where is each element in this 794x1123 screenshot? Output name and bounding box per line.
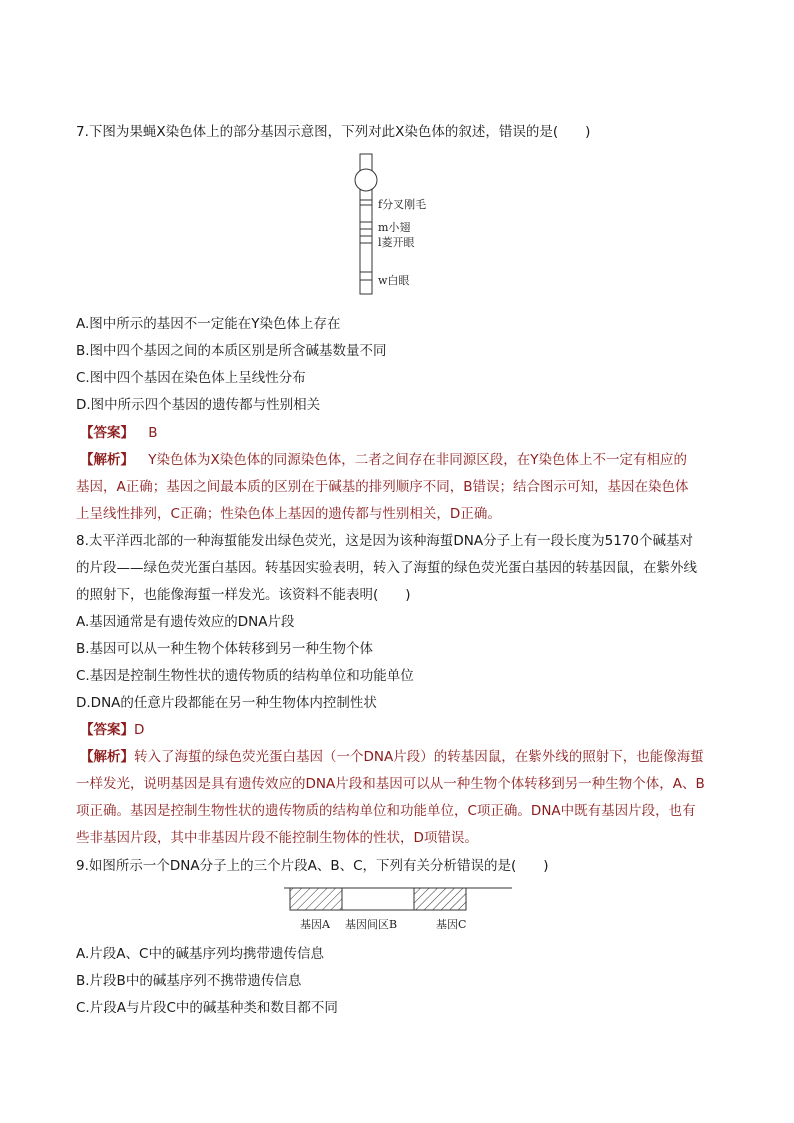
gene-label-f: f分叉刚毛 [378, 198, 427, 211]
question-8-stem-2: 的片段——绿色荧光蛋白基因。转基因实验表明，转入了海蜇的绿色荧光蛋白基因的转基因鼠，在紫外线 [76, 560, 697, 576]
segment-label-c: 基因C [436, 918, 467, 931]
analysis-tag: 【解析】 [80, 452, 134, 468]
gene-label-m: m小翅 [378, 221, 411, 234]
analysis-text: Y染色体为X染色体的同源染色体，二者之间存在非同源区段，在Y染色体上不一定有相应的 [148, 452, 688, 468]
question-9-stem: 9.如图所示一个DNA分子上的三个片段A、B、C，下列有关分析错误的是( ) [76, 858, 549, 874]
q7-analysis-line-3: 上呈线性排列，C正确；性染色体上基因的遗传都与性别相关，D正确。 [76, 506, 501, 522]
analysis-tag: 【解析】 [80, 749, 134, 765]
q7-option-c: C.图中四个基因在染色体上呈线性分布 [76, 370, 306, 386]
q8-option-b: B.基因可以从一种生物个体转移到另一种生物个体 [76, 641, 374, 657]
answer-tag: 【答案】 [80, 425, 134, 441]
dna-segment-diagram [280, 884, 520, 914]
q8-analysis-line-2: 一样发光，说明基因是具有遗传效应的DNA片段和基因可以从一种生物个体转移到另一种生物个体，A、B [76, 776, 705, 792]
q7-answer [76, 423, 158, 443]
gene-label-w: w白眼 [378, 274, 410, 287]
question-8-stem-3: 的照射下，也能像海蜇一样发光。该资料不能表明( ) [76, 587, 411, 603]
question-8-stem-1: 8.太平洋西北部的一种海蜇能发出绿色荧光，这是因为该种海蜇DNA分子上有一段长度为5170个碱基对 [76, 533, 693, 549]
q8-answer [76, 720, 144, 740]
question-7-stem: 7.下图为果蝇X染色体上的部分基因示意图，下列对此X染色体的叙述，错误的是( ) [76, 124, 591, 140]
segment-label-b: 基因间区B [345, 918, 398, 931]
q9-option-c: C.片段A与片段C中的碱基种类和数目都不同 [76, 1000, 338, 1016]
q8-option-d: D.DNA的任意片段都能在另一种生物体内控制性状 [76, 695, 377, 711]
q7-analysis-line-2: 基因，A正确；基因之间最本质的区别在于碱基的排列顺序不同，B错误；结合图示可知，基因在染色体 [76, 479, 689, 495]
q8-analysis-line-1 [76, 747, 704, 767]
q7-option-d: D.图中所示四个基因的遗传都与性别相关 [76, 397, 321, 413]
q8-option-c: C.基因是控制生物性状的遗传物质的结构单位和功能单位 [76, 668, 414, 684]
q8-analysis-line-4: 些非基因片段，其中非基因片段不能控制生物体的性状，D项错误。 [76, 830, 478, 846]
q8-option-a: A.基因通常是有遗传效应的DNA片段 [76, 614, 295, 630]
q9-option-b: B.片段B中的碱基序列不携带遗传信息 [76, 973, 302, 989]
q7-analysis-line-1 [76, 450, 687, 470]
answer-value: B [148, 425, 158, 441]
q7-option-b: B.图中四个基因之间的本质区别是所含碱基数量不同 [76, 343, 387, 359]
gene-label-l: l菱开眼 [378, 236, 415, 249]
analysis-text: 转入了海蜇的绿色荧光蛋白基因（一个DNA片段）的转基因鼠，在紫外线的照射下，也能像海蜇 [134, 749, 704, 765]
q9-option-a: A.片段A、C中的碱基序列均携带遗传信息 [76, 946, 324, 962]
answer-value: D [134, 722, 145, 738]
q7-option-a: A.图中所示的基因不一定能在Y染色体上存在 [76, 316, 341, 332]
q8-analysis-line-3: 项正确。基因是控制生物性状的遗传物质的结构单位和功能单位，C项正确。DNA中既有基因片段，也有 [76, 803, 696, 819]
answer-tag: 【答案】 [80, 722, 134, 738]
segment-label-a: 基因A [300, 918, 330, 931]
